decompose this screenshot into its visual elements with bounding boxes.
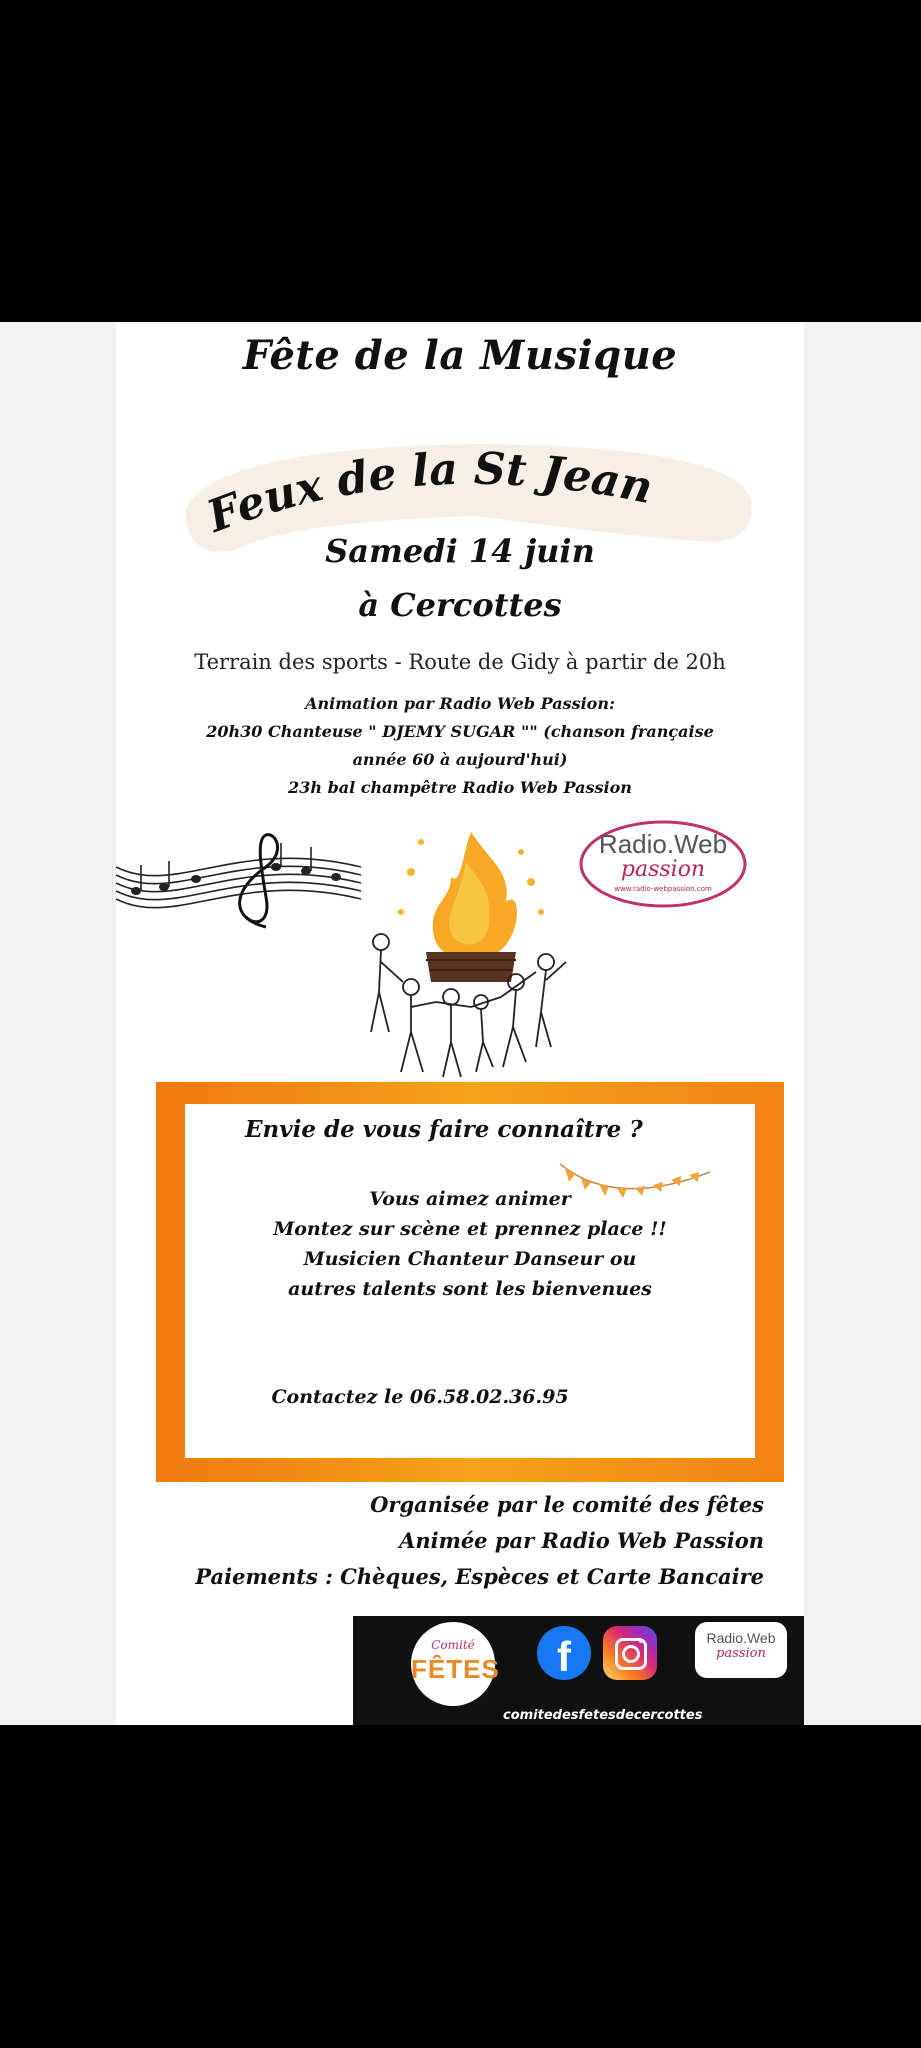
comite-logo-line2: FÊTES	[411, 1654, 500, 1684]
invitation-box	[185, 1104, 755, 1458]
footer-radio-line2: passion	[716, 1646, 766, 1661]
organiser-line: Animée par Radio Web Passion	[399, 1528, 764, 1553]
payment-methods: Paiements : Chèques, Espèces et Carte Bancaire	[195, 1564, 764, 1589]
footer-radio-line1: Radio.Web	[706, 1630, 776, 1646]
animation-line: 23h bal champêtre Radio Web Passion	[288, 778, 632, 797]
animation-line: 20h30 Chanteuse " DJEMY SUGAR "" (chanson française	[206, 722, 714, 741]
footer-logos	[353, 1616, 804, 1725]
event-venue: Terrain des sports - Route de Gidy à partir de 20h	[194, 650, 726, 674]
event-poster	[116, 322, 804, 1725]
comite-logo-line1: Comité	[431, 1638, 475, 1652]
comite-fetes-logo	[411, 1622, 500, 1706]
organiser-line: Organisée par le comité des fêtes	[370, 1492, 764, 1517]
footer-radio-logo	[695, 1622, 787, 1678]
left-margin	[0, 322, 116, 1725]
right-margin	[804, 322, 921, 1725]
facebook-icon[interactable]: f	[537, 1626, 591, 1680]
bottom-black-bar	[0, 1725, 921, 2048]
radio-web-passion-logo	[577, 817, 749, 911]
event-place: à Cercottes	[358, 586, 562, 624]
invitation-heading: Envie de vous faire connaître ?	[245, 1116, 643, 1143]
event-date: Samedi 14 juin	[325, 532, 595, 570]
radio-logo-line1: Radio.Web	[598, 829, 728, 859]
invitation-line: Montez sur scène et prennez place !!	[273, 1218, 667, 1240]
radio-logo-line2: passion	[620, 857, 706, 882]
radio-logo-url: www.radio-webpassion.com	[614, 885, 712, 893]
poster-title: Fête de la Musique	[242, 332, 678, 379]
animation-line: Animation par Radio Web Passion:	[305, 694, 615, 713]
animation-line: année 60 à aujourd'hui)	[352, 750, 568, 769]
invitation-line: Musicien Chanteur Danseur ou	[303, 1248, 637, 1270]
invitation-frame	[156, 1082, 784, 1482]
top-black-bar	[0, 0, 921, 322]
music-notes-illustration	[116, 827, 366, 937]
bonfire-dancers-illustration	[341, 822, 601, 1082]
contact-phone: Contactez le 06.58.02.36.95	[271, 1386, 569, 1408]
arc-title-text: Feux de la St Jean	[200, 443, 657, 543]
invitation-line: Vous aimez animer	[369, 1188, 571, 1210]
invitation-line: autres talents sont les bienvenues	[288, 1278, 652, 1300]
instagram-icon[interactable]	[603, 1626, 657, 1680]
social-handle[interactable]: comitedesfetesdecercottes	[503, 1708, 703, 1723]
